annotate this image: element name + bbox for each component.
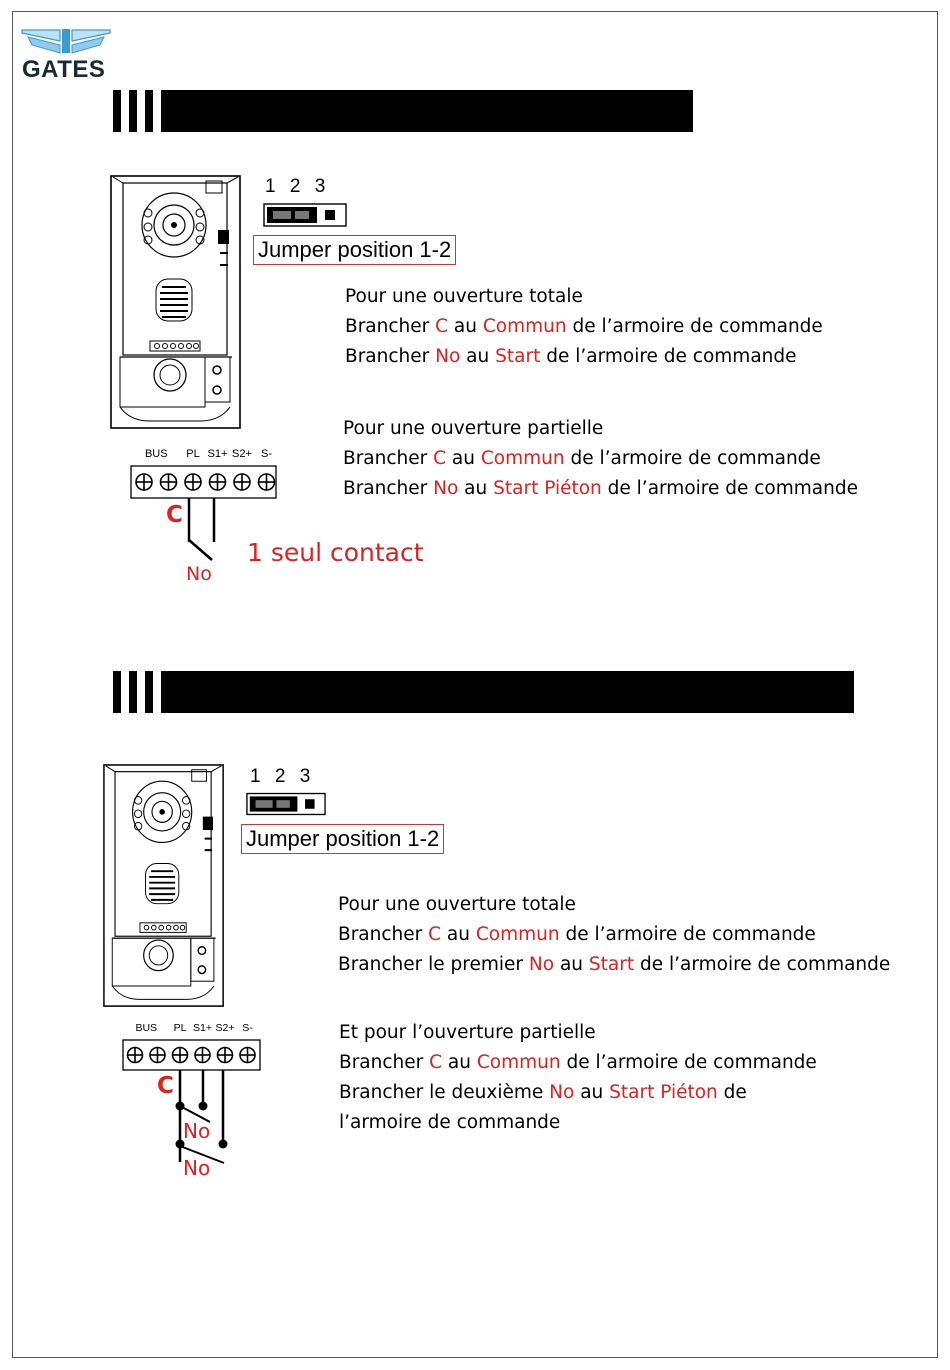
jumper-pin-numbers: 1 2 3 [265, 176, 326, 197]
jumper-position-label: Jumper position 1-2 [253, 235, 456, 265]
wire-c-label-2: C [157, 1073, 174, 1099]
section-1-total-text [345, 282, 823, 372]
terminal-label: PL [173, 1022, 187, 1034]
jumper-switch-icon-2 [246, 792, 326, 816]
jumper-pin-numbers-2: 1 2 3 [250, 766, 311, 787]
section-1-partial-text [343, 414, 858, 504]
total-line-1: Brancher C au Commun de l’armoire de commande [345, 316, 823, 337]
intercom-panel-diagram [110, 175, 242, 430]
total-line-2-2: Brancher le premier No au Start de l’armoire de commande [338, 954, 891, 975]
contact-note: 1 seul contact [247, 538, 424, 567]
partial-line-1-2: Brancher C au Commun de l’armoire de commande [339, 1052, 817, 1073]
terminal-label: BUS [144, 448, 168, 460]
partial-line-3-2: l’armoire de commande [339, 1112, 561, 1133]
total-title-2: Pour une ouverture totale [338, 894, 576, 915]
partial-title: Pour une ouverture partielle [343, 418, 604, 439]
partial-line-1: Brancher C au Commun de l’armoire de commande [343, 448, 821, 469]
jumper-position-label-2: Jumper position 1-2 [241, 824, 444, 854]
total-line-2: Brancher No au Start de l’armoire de commande [345, 346, 797, 367]
section-1-heading-bar [113, 90, 693, 132]
total-line-1-2: Brancher C au Commun de l’armoire de commande [338, 924, 816, 945]
terminal-label: S2+ [232, 448, 252, 460]
total-title: Pour une ouverture totale [345, 286, 583, 307]
section-2-partial-text [339, 1018, 817, 1138]
terminal-label: S- [242, 1022, 253, 1034]
jumper-switch-icon [263, 203, 347, 227]
section-2-heading-bar [113, 671, 854, 713]
terminal-label: S1+ [193, 1022, 212, 1034]
terminal-label: S2+ [215, 1022, 235, 1034]
intercom-panel-diagram-2 [103, 764, 225, 1008]
logo-text: GATES [22, 56, 106, 83]
partial-line-2-2: Brancher le deuxième No au Start Piéton de [339, 1082, 747, 1103]
partial-line-2: Brancher No au Start Piéton de l’armoire de commande [343, 478, 858, 499]
gates-logo-icon [20, 27, 112, 57]
terminal-label: PL [186, 448, 200, 460]
terminal-label: BUS [135, 1022, 158, 1034]
wire-no-label-1: No [183, 1119, 211, 1143]
terminal-label: S- [261, 448, 272, 460]
partial-title-2: Et pour l’ouverture partielle [339, 1022, 596, 1043]
terminal-label: S1+ [207, 448, 228, 460]
wire-c-label: C [166, 502, 183, 528]
wire-no-label-2: No [183, 1156, 211, 1180]
section-2-total-text [338, 890, 890, 980]
wire-no-label: No [186, 563, 212, 585]
